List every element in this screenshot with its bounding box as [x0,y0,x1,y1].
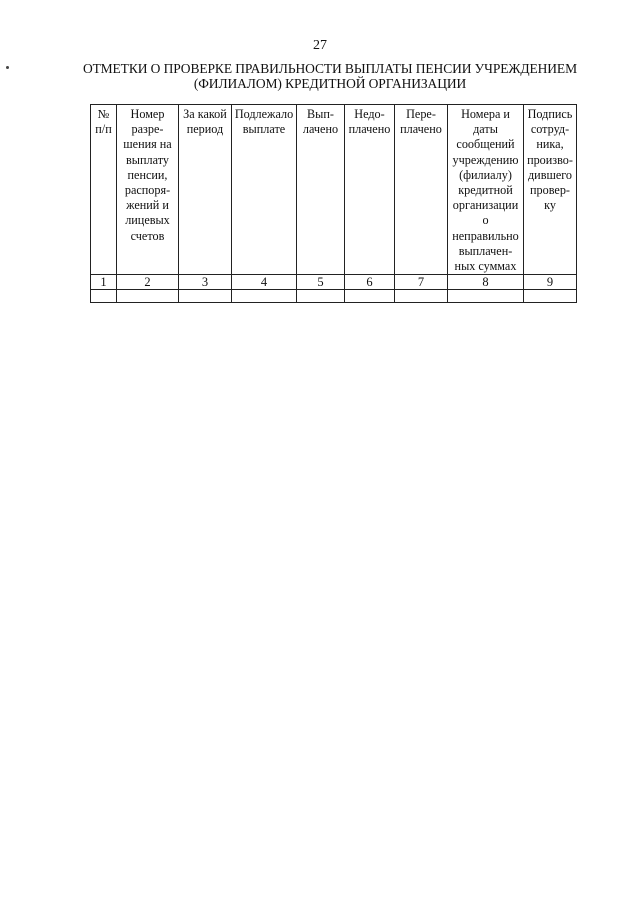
column-number: 1 [91,275,117,290]
header-line: лицевых [125,213,170,228]
header-cell-period [179,105,232,275]
header-line: пенсии, [127,167,168,182]
header-cell-number [91,105,117,275]
column-number-row [91,275,577,290]
header-line: ных суммах [454,259,517,274]
column-number: 4 [232,275,297,290]
header-line: Подпись [527,107,573,121]
column-number: 9 [524,275,577,290]
header-line: выплате [242,122,286,137]
column-number: 7 [395,275,448,290]
header-line: выплату [126,152,169,167]
header-line: ку [544,198,556,213]
header-line: неправильно [452,228,519,243]
header-line: период [186,122,224,137]
header-line: Пере- [406,107,436,121]
header-line: Подлежало [234,107,294,121]
table-header-row [91,105,577,275]
header-line: Номера и [461,107,510,121]
header-line: разре- [131,122,164,137]
header-cell-due [232,105,297,275]
empty-table-row [91,290,577,303]
empty-cell [179,290,232,303]
header-line: организации [452,198,519,213]
header-cell-signature [524,105,577,275]
header-line: провер- [530,183,570,198]
empty-cell [524,290,577,303]
header-line: распоря- [124,183,171,198]
title-line-2: (ФИЛИАЛОМ) КРЕДИТНОЙ ОРГАНИЗАЦИИ [193,76,467,91]
header-cell-permit-number [117,105,179,275]
header-cell-paid [297,105,345,275]
header-line: даты [473,122,498,137]
header-line: счетов [130,228,165,243]
header-line: Недо- [354,107,385,121]
page-number: 27 [313,38,327,53]
header-line: шения на [123,137,172,152]
empty-cell [232,290,297,303]
column-number: 8 [448,275,524,290]
pension-check-table [90,104,577,303]
header-line: кредитной [458,183,513,198]
header-cell-overpaid [395,105,448,275]
empty-cell [91,290,117,303]
header-line: п/п [95,122,112,137]
column-number: 6 [345,275,395,290]
header-cell-messages [448,105,524,275]
header-cell-underpaid [345,105,395,275]
header-line: о [482,213,489,228]
header-line: (филиалу) [459,167,512,182]
header-line: Вып- [307,107,334,121]
header-line: лачено [302,122,339,137]
empty-cell [117,290,179,303]
empty-cell [345,290,395,303]
header-line: дившего [527,167,573,182]
header-line: № [97,107,110,121]
header-line: ника, [536,137,564,152]
empty-cell [448,290,524,303]
header-line: жений и [126,198,169,213]
header-line: произво- [527,152,573,167]
column-number: 5 [297,275,345,290]
header-line: выплачен- [458,243,513,258]
header-line: сотруд- [530,122,570,137]
scan-speck [6,66,9,69]
header-line: учреждению [452,152,519,167]
column-number: 3 [179,275,232,290]
header-line: плачено [348,122,391,137]
empty-cell [297,290,345,303]
title-line-1: ОТМЕТКИ О ПРОВЕРКЕ ПРАВИЛЬНОСТИ ВЫПЛАТЫ ПЕНСИИ УЧРЕЖДЕНИЕМ [83,61,577,76]
document-title [60,61,600,91]
header-line: плачено [400,122,442,137]
empty-cell [395,290,448,303]
header-line: Номер [130,107,165,121]
header-line: сообщений [456,137,515,152]
header-line: За какой [183,107,227,121]
column-number: 2 [117,275,179,290]
